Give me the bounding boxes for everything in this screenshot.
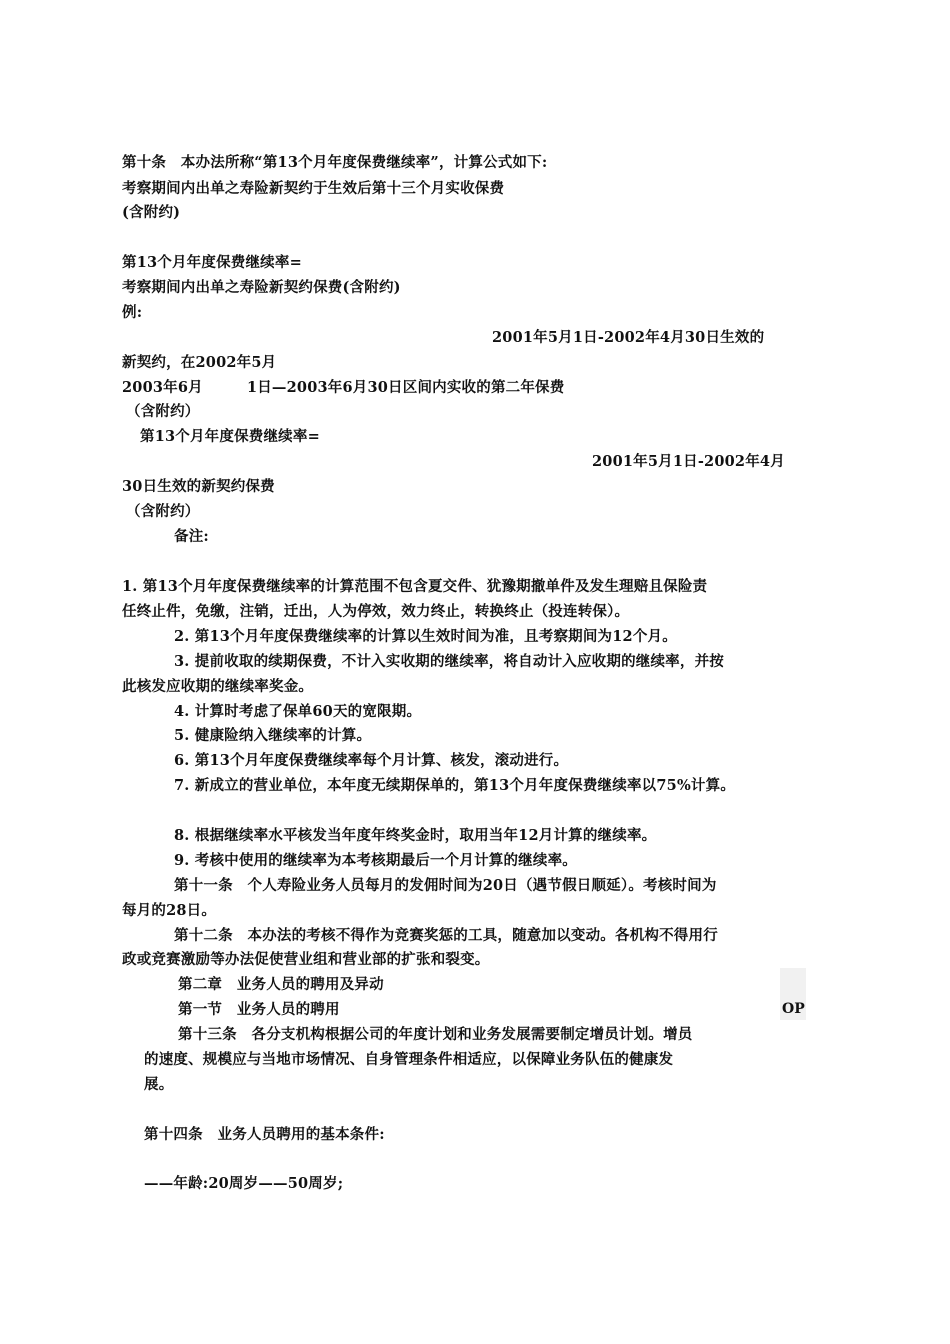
example-period: 2001年5月1日-2002年4月30日生效的 bbox=[492, 329, 765, 346]
section-1-heading: 第一节 业务人员的聘用 bbox=[178, 1001, 340, 1018]
side-marker-text: OP bbox=[782, 1001, 805, 1017]
remark-1-cont: 任终止件，免缴，注销，迁出，人为停效，效力终止，转换终止（投连转保）。 bbox=[122, 603, 630, 620]
remark-5: 5. 健康险纳入继续率的计算。 bbox=[174, 727, 372, 744]
remark-7: 7. 新成立的营业单位，本年度无续期保单的，第13个月年度保费继续率以75%计算。 bbox=[174, 777, 736, 794]
article-11-cont: 每月的28日。 bbox=[122, 902, 217, 919]
article-12: 第十二条 本办法的考核不得作为竞赛奖惩的工具，随意加以变动。各机构不得用行 bbox=[174, 927, 718, 944]
example-formula-label: 第13个月年度保费继续率= bbox=[140, 428, 320, 445]
article-10-heading: 第十条 本办法所称“第13个月年度保费继续率”，计算公式如下: bbox=[122, 154, 548, 171]
example-period-2: 2001年5月1日-2002年4月 bbox=[592, 453, 785, 470]
example-rider-note: （含附约） bbox=[126, 403, 200, 420]
example-collection: 2003年6月 1日—2003年6月30日区间内实收的第二年保费 bbox=[122, 379, 565, 396]
requirement-age: ——年龄:20周岁——50周岁; bbox=[144, 1175, 344, 1192]
chapter-2-heading: 第二章 业务人员的聘用及异动 bbox=[178, 976, 384, 993]
remark-2: 2. 第13个月年度保费继续率的计算以生效时间为准，且考察期间为12个月。 bbox=[174, 628, 677, 645]
remark-4: 4. 计算时考虑了保单60天的宽限期。 bbox=[174, 703, 422, 720]
article-12-cont: 政或竞赛激励等办法促使营业组和营业部的扩张和裂变。 bbox=[122, 951, 490, 968]
formula-numerator-note: (含附约) bbox=[122, 204, 181, 221]
article-13: 第十三条 各分支机构根据公司的年度计划和业务发展需要制定增员计划。增员 bbox=[178, 1026, 693, 1043]
remark-3: 3. 提前收取的续期保费，不计入实收期的继续率，将自动计入应收期的继续率，并按 bbox=[174, 653, 724, 670]
example-contract-premium: 30日生效的新契约保费 bbox=[122, 478, 275, 495]
remark-3-cont: 此核发应收期的继续率奖金。 bbox=[122, 678, 314, 695]
example-contract: 新契约，在2002年5月 bbox=[122, 354, 277, 371]
example-rider-note-2: （含附约） bbox=[126, 503, 200, 520]
article-11: 第十一条 个人寿险业务人员每月的发佣时间为20日（遇节假日顺延）。考核时间为 bbox=[174, 877, 717, 894]
remarks-heading: 备注: bbox=[174, 528, 209, 545]
article-14: 第十四条 业务人员聘用的基本条件: bbox=[144, 1126, 385, 1143]
example-label: 例: bbox=[122, 304, 143, 321]
remark-9: 9. 考核中使用的继续率为本考核期最后一个月计算的继续率。 bbox=[174, 852, 577, 869]
remark-1: 1. 第13个月年度保费继续率的计算范围不包含夏交件、犹豫期撤单件及发生理赔且保险责 bbox=[122, 578, 708, 595]
remark-8: 8. 根据继续率水平核发当年度年终奖金时，取用当年12月计算的继续率。 bbox=[174, 827, 657, 844]
formula-denominator: 考察期间内出单之寿险新契约保费(含附约) bbox=[122, 279, 401, 296]
article-13-cont-2: 展。 bbox=[144, 1076, 174, 1093]
formula-numerator: 考察期间内出单之寿险新契约于生效后第十三个月实收保费 bbox=[122, 180, 505, 197]
formula-label: 第13个月年度保费继续率= bbox=[122, 254, 302, 271]
remark-6: 6. 第13个月年度保费继续率每个月计算、核发，滚动进行。 bbox=[174, 752, 569, 769]
article-13-cont: 的速度、规模应与当地市场情况、自身管理条件相适应，以保障业务队伍的健康发 bbox=[144, 1051, 674, 1068]
